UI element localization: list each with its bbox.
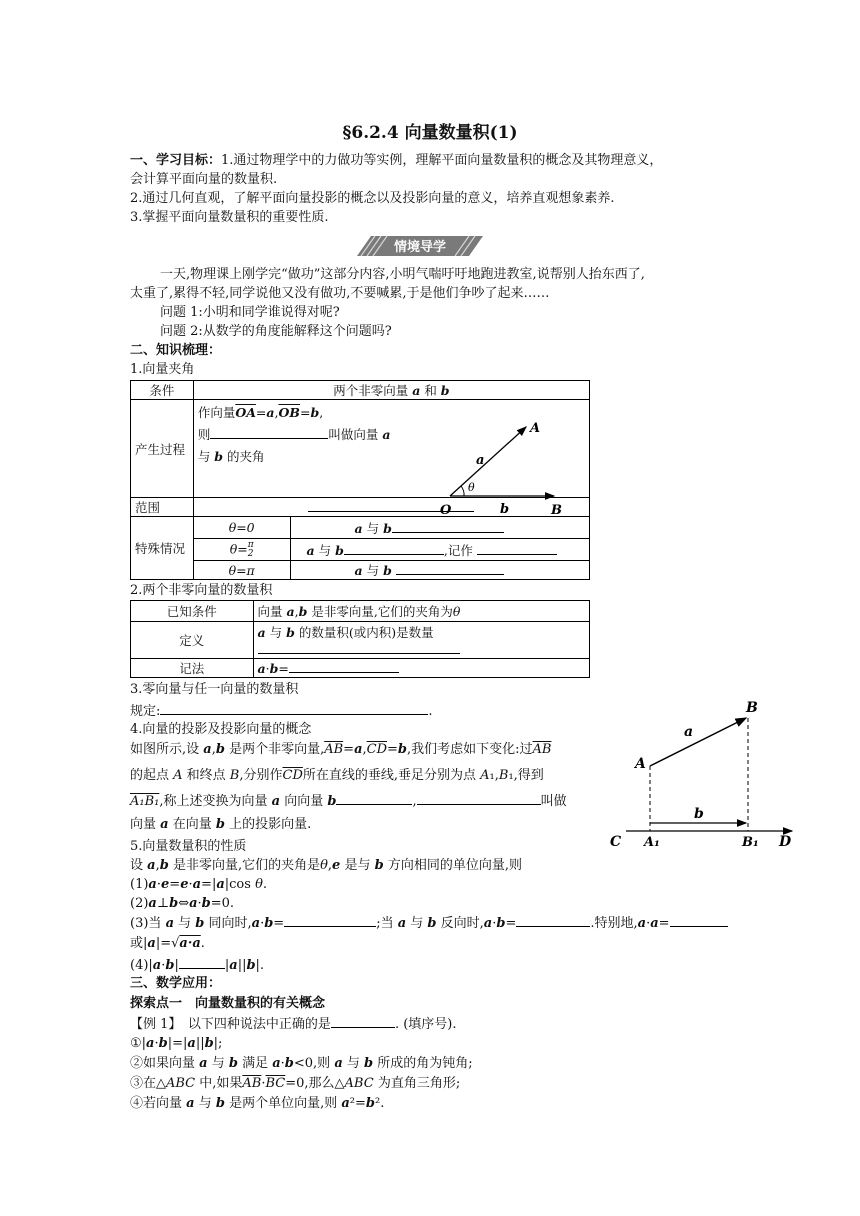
example-stem: 【例 1】 以下四种说法中正确的是 . (填序号).: [130, 1017, 457, 1032]
blank-zero[interactable]: [160, 702, 428, 715]
dot-r1c2: 向量 a,b 是非零向量,它们的夹角为θ: [253, 601, 589, 622]
story-p2: 太重了,累得不轻,同学说他又没有做功,不要喊累,于是他们争吵了起来……: [130, 286, 550, 301]
proj-line-3: A₁B₁,称上述变换为向量 a 向向量 b , 叫做: [130, 794, 567, 809]
dot-r3c1: 记法: [131, 659, 254, 678]
special-cond-1: θ=0: [193, 517, 290, 539]
dot-r2c2: a 与 b 的数量积(或内积)是数量: [253, 622, 589, 659]
proj-line-2: 的起点 A 和终点 B,分别作$\overline{CD}$所在直线的垂线,垂足分别为点 A₁,B₁,得到: [130, 768, 544, 783]
row-special: 特殊情况: [131, 517, 194, 580]
proj-label-A1: A₁: [644, 835, 660, 850]
proj-label-b: b: [694, 806, 704, 822]
dot-r3c2: a·b=: [253, 659, 589, 678]
zero-heading: 3.零向量与任一向量的数量积: [130, 682, 299, 697]
explore-heading: 探索点一 向量数量积的有关概念: [130, 996, 326, 1011]
prop-2: (2)a⊥b⇔a·b=0.: [130, 896, 235, 911]
blank-s1[interactable]: [392, 520, 504, 533]
proj-heading: 4.向量的投影及投影向量的概念: [130, 722, 312, 737]
row-range: 范围: [131, 498, 194, 517]
option-2: ②如果向量 a 与 b 满足 a·b<0,则 a 与 b 所成的角为钝角;: [130, 1056, 473, 1071]
blank-p3-opp[interactable]: [516, 914, 590, 927]
fig-label-b: b: [499, 502, 509, 517]
props-heading: 5.向量数量积的性质: [130, 839, 247, 854]
prop-4: (4)|a·b| |a||b|.: [130, 958, 265, 973]
fig-label-a: a: [475, 453, 485, 468]
prop-3: (3)当 a 与 b 同向时,a·b= ;当 a 与 b 反向时,a·b= .特别地,a·a=: [130, 914, 728, 932]
section3-heading: 三、数学应用：: [130, 976, 222, 991]
goal-3: 3.掌握平面向量数量积的重要性质.: [130, 210, 329, 225]
goal-2: 2.通过几何直观，了解平面向量投影的概念以及投影向量的意义，培养直观想象素养.: [130, 191, 615, 206]
banner-label: 情境导学: [393, 240, 447, 255]
dot-r2c1: 定义: [131, 622, 254, 659]
proj-label-D: D: [779, 834, 792, 850]
s2-note: ,记作: [443, 542, 473, 558]
angle-figure: [434, 420, 574, 518]
goal-1a: 1.通过物理学中的力做功等实例，理解平面向量数量积的概念及其物理意义，: [221, 153, 663, 168]
process-line-3: 与 b 的夹角: [197, 449, 265, 464]
section2-heading: 二、知识梳理：: [130, 343, 222, 358]
special-val-3: a 与 b: [290, 561, 589, 580]
story-q2: 问题 2:从数学的角度能解释这个问题吗?: [160, 324, 392, 339]
angle-heading: 1.向量夹角: [130, 362, 195, 377]
blank-angle[interactable]: [210, 426, 328, 439]
blank-s3[interactable]: [396, 562, 504, 575]
proj-label-A: A: [635, 756, 646, 772]
section-banner: [357, 236, 483, 256]
prop-1: (1)a·e=e·a=|a|cos θ.: [130, 877, 268, 892]
option-4: ④若向量 a 与 b 是两个单位向量,则 a²=b².: [130, 1096, 385, 1111]
projection-figure: [606, 696, 802, 854]
dot-table: [130, 600, 590, 678]
special-val-1: a 与 b: [290, 517, 589, 539]
blank-definition[interactable]: [258, 641, 460, 654]
blank-s2[interactable]: [344, 542, 444, 555]
proj-label-B: B: [746, 700, 758, 716]
proj-line-1: 如图所示,设 a,b 是两个非零向量$,\overline{AB}=a,\overline{CD}=b$,我们考虑如下变化:过$\overline{AB}$: [130, 742, 552, 757]
proj-label-a: a: [684, 724, 694, 740]
fig-label-B: B: [550, 503, 562, 518]
special-cond-3: θ=π: [193, 561, 290, 580]
condition-value: 两个非零向量 a 和 b: [193, 381, 589, 400]
fig-label-theta: θ: [467, 481, 475, 494]
process-line-2: 则 叫做向量 a: [197, 427, 391, 442]
special-val-2: a 与 b ,记作: [290, 539, 589, 561]
special-cond-2: θ=π 2: [193, 539, 290, 561]
story-p1: 一天,物理课上刚学完“做功”这部分内容,小明气喘吁吁地跑进教室,说帮别人抬东西了,: [160, 267, 645, 282]
blank-p4[interactable]: [179, 956, 225, 969]
dot-r1c1: 已知条件: [131, 601, 254, 622]
process-cell: [193, 400, 589, 518]
blank-proj-2[interactable]: [417, 792, 541, 805]
prop-3-cont: 或|a|=√a·a.: [130, 936, 205, 951]
proj-label-C: C: [610, 834, 622, 850]
zero-rule: 规定: .: [130, 704, 433, 719]
process-line-1: 作向量$\overline{OA}=a,\overline{OB}=b$,: [197, 405, 324, 420]
example-label: 【例 1】: [130, 1017, 175, 1032]
row-process: 产生过程: [131, 400, 194, 498]
angle-table: [130, 380, 590, 580]
blank-p3-same[interactable]: [284, 914, 376, 927]
fig-label-O: O: [439, 503, 452, 518]
dot-heading: 2.两个非零向量的数量积: [130, 583, 273, 598]
blank-example[interactable]: [331, 1015, 395, 1028]
proj-line-4: 向量 a 在向量 b 上的投影向量.: [130, 817, 312, 832]
fig-label-A: A: [529, 421, 540, 436]
col-condition: 条件: [131, 381, 194, 400]
blank-proj-1[interactable]: [336, 792, 412, 805]
option-3: ③在△ABC 中,如果$\overline{AB}\cdot\overline{BC}=0$,那么△ABC 为直角三角形;: [130, 1076, 461, 1091]
blank-notation[interactable]: [289, 660, 399, 673]
blank-p3-self[interactable]: [670, 914, 728, 927]
blank-s2-note[interactable]: [477, 542, 557, 555]
goals-heading: 一、学习目标：: [130, 153, 222, 168]
props-intro: 设 a,b 是非零向量,它们的夹角是θ,e 是与 b 方向相同的单位向量,则: [130, 858, 522, 873]
proj-label-B1: B₁: [742, 835, 759, 850]
option-1: ①|a·b|=|a||b|;: [130, 1036, 223, 1051]
page-title: §6.2.4 向量数量积(1): [342, 123, 518, 143]
goal-1b: 会计算平面向量的数量积.: [130, 172, 278, 187]
goal-line-1: [130, 152, 662, 169]
story-q1: 问题 1:小明和同学谁说得对呢?: [160, 305, 340, 320]
